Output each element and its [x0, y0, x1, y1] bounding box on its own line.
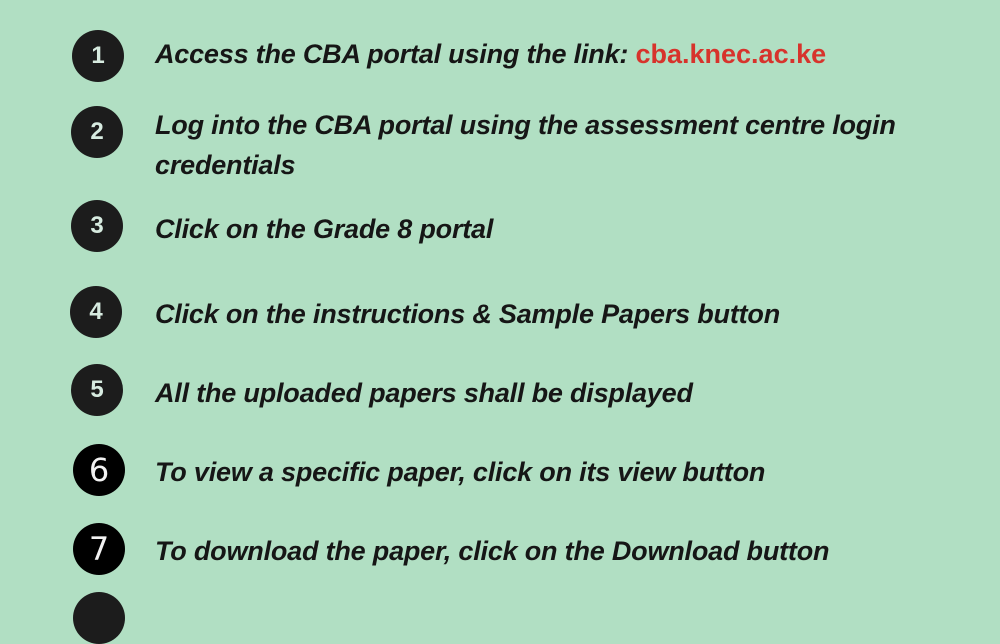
step-number-badge: 6: [73, 444, 125, 496]
step-text: To view a specific paper, click on its view button: [155, 457, 766, 487]
step-text: Click on the instructions & Sample Papers button: [155, 299, 780, 329]
step-number-badge: 3: [71, 200, 123, 252]
step-text-content: Access the CBA portal using the link:: [155, 39, 636, 69]
step-text: To download the paper, click on the Download button: [155, 536, 830, 566]
step-number-badge: 1: [72, 30, 124, 82]
step-text: All the uploaded papers shall be displayed: [155, 378, 693, 408]
step-number-badge: 7: [73, 523, 125, 575]
portal-link[interactable]: cba.knec.ac.ke: [635, 39, 827, 69]
step-number-badge: 4: [70, 286, 122, 338]
step-number-badge: 5: [71, 364, 123, 416]
step-number-badge: 2: [71, 106, 123, 158]
step-text: Log into the CBA portal using the assessment centre login credentials: [155, 110, 896, 180]
step-text: Click on the Grade 8 portal: [155, 214, 494, 244]
step-text: [155, 34, 955, 74]
